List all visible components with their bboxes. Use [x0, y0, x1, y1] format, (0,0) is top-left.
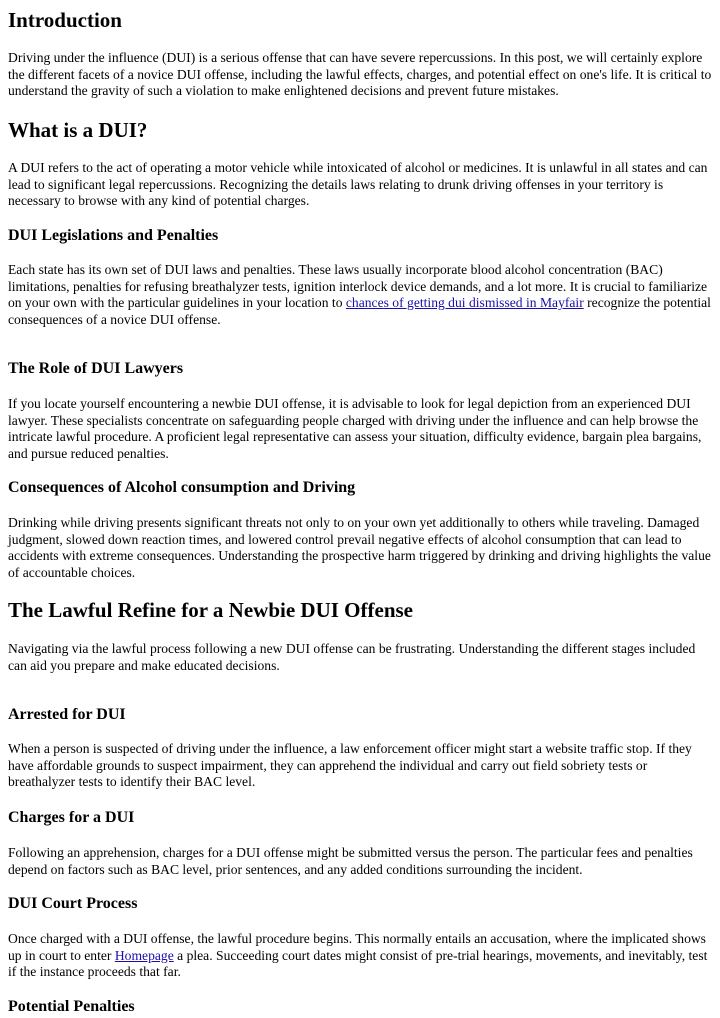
paragraph-lawyers: If you locate yourself encountering a newbie DUI offense, it is advisable to look for legal depiction from an experienced DUI lawyer. These specialists concentrate on safeguarding people charged with driving under the influence and can help browse the intricate lawful procedure. A proficient legal representative can assess your situation, difficulty evidence, bargain plea bargains, and pursue reduced penalties. [8, 396, 702, 461]
heading-potential-penalties: Potential Penalties [8, 998, 135, 1015]
heading-what-is-dui: What is a DUI? [8, 118, 148, 142]
paragraph-introduction: Driving under the influence (DUI) is a serious offense that can have severe repercussions. In this post, we will certainly explore the different facets of a novice DUI offense, including the lawful effects, charges, and potential effect on one's life. It is critical to understand the gravity of such a violation to make enlightened decisions and prevent future mistakes. [8, 50, 712, 98]
paragraph-what-is-dui: A DUI refers to the act of operating a motor vehicle while intoxicated of alcohol or medicines. It is unlawful in all states and can lead to significant legal repercussions. Recognizing the details laws relating to drunk driving offenses in your territory is necessary to browse with any kind of potential charges. [8, 160, 708, 208]
heading-court-process: DUI Court Process [8, 895, 138, 912]
heading-introduction: Introduction [8, 8, 122, 32]
paragraph-legislations-text-2: recognize the potential consequences of a novice DUI offense. [8, 295, 711, 327]
paragraph-consequences: Drinking while driving presents significant threats not only to on your own yet additionally to others while traveling. Damaged judgment, slowed down reaction times, and lowered control prevail negative effects of alcohol consumption that can lead to accidents with extreme consequences. Understanding the prospective harm triggered by drinking and driving highlights the value of accountable choices. [8, 515, 711, 580]
paragraph-lawful-refine: Navigating via the lawful process following a new DUI offense can be frustrating. Understanding the different stages included can aid you prepare and make educated decisions. [8, 641, 696, 673]
heading-arrested: Arrested for DUI [8, 706, 126, 723]
paragraph-court-text-2: a plea. Succeeding court dates might consist of pre-trial hearings, movements, and inevitably, test if the instance proceeds that far. [8, 947, 708, 979]
paragraph-court-text-1: Once charged with a DUI offense, the lawful procedure begins. This normally entails an accusation, where the implicated shows up in court to enter [8, 931, 706, 963]
paragraph-legislations-text-1: Each state has its own set of DUI laws and penalties. These laws usually incorporate blood alcohol concentration (BAC) limitations, penalties for refusing breathalyzer tests, ignition interlock device demands, and a lot more. It is crucial to familiarize on your own with the particular guidelines in your location to [8, 262, 708, 310]
heading-consequences: Consequences of Alcohol consumption and Driving [8, 479, 356, 496]
paragraph-court-process [8, 931, 716, 981]
heading-legislations: DUI Legislations and Penalties [8, 227, 219, 244]
heading-lawful-refine: The Lawful Refine for a Newbie DUI Offense [8, 598, 413, 622]
heading-charges: Charges for a DUI [8, 809, 135, 826]
heading-lawyers: The Role of DUI Lawyers [8, 360, 184, 377]
paragraph-arrested: When a person is suspected of driving under the influence, a law enforcement officer might start a website traffic stop. If they have affordable grounds to suspect impairment, they can apprehend the individual and carry out field sobriety tests or breathalyzer tests to identify their BAC level. [8, 741, 692, 789]
paragraph-charges: Following an apprehension, charges for a DUI offense might be submitted versus the person. The particular fees and penalties depend on factors such as BAC level, prior sentences, and any added conditions surrounding the incident. [8, 845, 693, 877]
link-homepage[interactable]: Homepage [114, 947, 174, 963]
link-dui-dismissed-mayfair[interactable]: chances of getting dui dismissed in Mayfair [345, 295, 584, 310]
paragraph-legislations [8, 262, 716, 328]
